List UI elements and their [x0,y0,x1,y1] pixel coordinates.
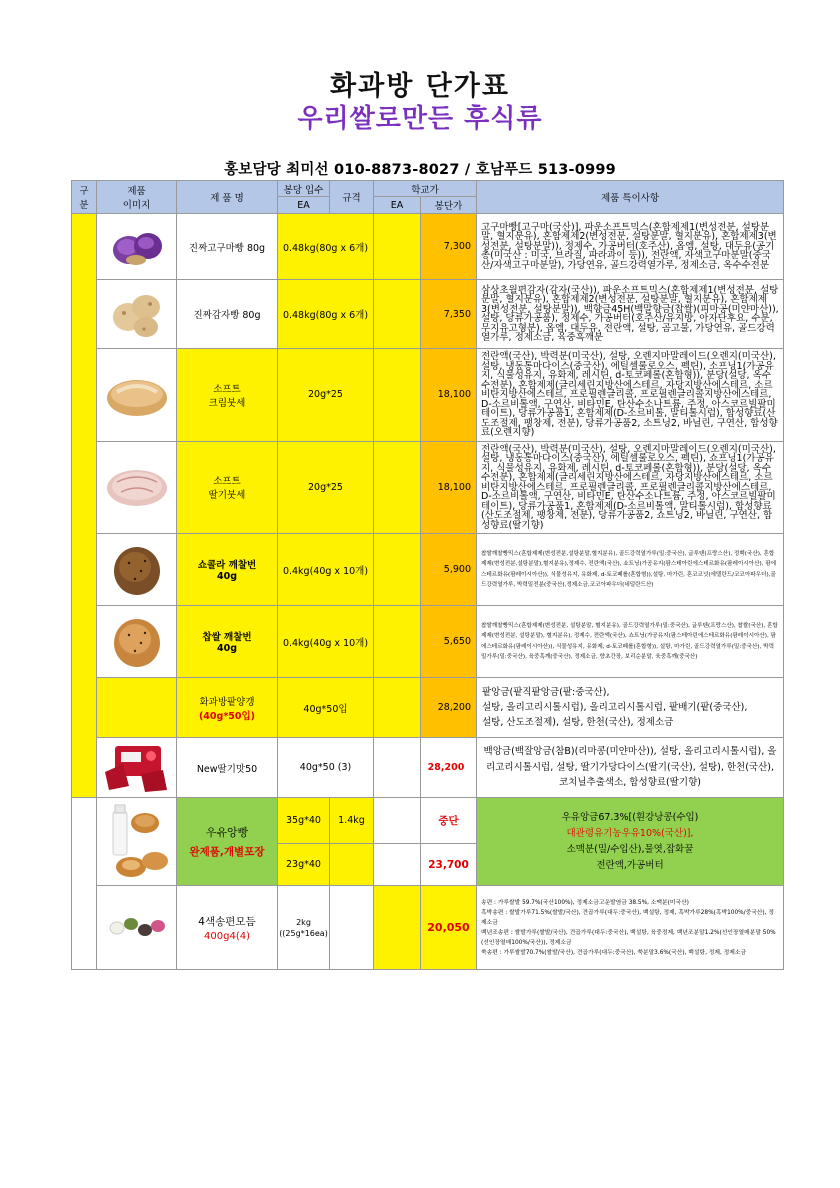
table-row [72,441,784,534]
desc-line: 우유앙금67.3%[(흰강낭콩(수입) [561,811,699,823]
header-unit-ea: EA [278,197,330,214]
product-name [177,798,278,886]
page-subtitle: 우리쌀로만든 후식류 [297,104,543,134]
product-name: 소프트 딸기붓세 [177,441,278,534]
chocolate-sesame-bun-icon [97,541,176,599]
product-school-ea [374,886,421,970]
product-name-text: 우유앙빵 [205,826,249,839]
header-name: 제 품 명 [177,181,278,214]
product-spec [330,886,374,970]
product-unit: 0.4kg(40g x 10개) [278,606,374,678]
product-name-sub: (40g*50입) [198,710,256,722]
product-price: 20,050 [421,886,477,970]
product-image-cell [97,441,177,534]
product-unit: 40g*50 (3) [278,738,374,798]
table-row [72,606,784,678]
product-school-ea [374,678,421,738]
product-price: 5,650 [421,606,477,678]
product-name: 쇼콜라 깨찰번 40g [177,534,278,606]
product-desc: 삼상초월편감자(감자(국산)), 파운소프트믹스(혼합제제1(변성전분, 설탕분말, 혈지분유), 혼합제제2(변성전분, 설탕분말, 혈지분유), 혼합제제3(변성전분, 설탕분말)), 백향금45H(백말향금(찹쌀)(피마공(미얀마산)), 설탕, 당류가공품), 정제수, 가공버터(호주산/유지방, 아자단후요, 수분, 무지유고형분), 옵엠, 대두유, 전란액, 설탕, 곰고물, 가당연유, 골드강력열가루, 정제소금, 육중흑깨분 [477,280,784,349]
product-unit: 0.48kg(80g x 6개) [278,214,374,280]
product-price: 18,100 [421,441,477,534]
product-unit: 40g*50입 [278,678,374,738]
contact-info: 홍보담당 최미선 010-8873-8027 / 호남푸드 513-0999 [224,162,616,178]
product-unit: 0.4kg(40g x 10개) [278,534,374,606]
milk-bread-icon [97,801,176,883]
product-school-ea [374,214,421,280]
product-spec [330,844,374,886]
product-name [177,678,278,738]
product-name: 소프트 크림붓세 [177,349,278,442]
product-image-cell [97,280,177,349]
header-gubun: 구 분 [72,181,97,214]
four-color-songpyeon-icon [97,908,176,948]
product-price: 7,300 [421,214,477,280]
cream-bread-icon [97,370,176,420]
product-unit: 0.48kg(80g x 6개) [278,280,374,349]
header-school: 학교가 [374,181,477,197]
product-image-cell [97,349,177,442]
header-school-unit: 봉단가 [421,197,477,214]
table-row [72,280,784,349]
header-school-ea: EA [374,197,421,214]
product-unit: 2kg ((25g*16ea) [278,886,330,970]
product-desc: 송편 : 가루쌀발 59.7%(국산100%), 정제소금고운발염금 38.5%, 소맥분(미국산) 흑박송편 : 쌀발가루71.5%(쌀발/국산), 견곱가루(대두:중국산), 백설탕, 정제, 흑박가루28%(흑박100%/중국산), 정제소금 백년조송편 : 쌀발가루(쌀발/국산), 견곱가루(대두:중국산), 백설탕, 육중정제, 백년조분말1.2%(선인장열매분말 50%(선인장열매100%/국산)), 정제소금 쑥송편 : 가루쌀발70.7%(쌀발/국산), 견곱가루(대두:중국산), 쑥분말3.6%(국산), 백설탕, 정제, 정제소금 [477,886,784,970]
product-desc: 전란액(국산), 박력분(미국산), 설탕, 오렌지마말레이드(오렌지(미국산), 설탕, 냉동통마다이스(중국산), 에틸셀룰로오스, 펙틴), 쇼프닝1(가공유지, 식물성유지, 유화제, 레시틴, d-토코페롤(혼합형)), 분당(설당, 옥수수전분), 혼합제제(글리세린지방산에스테르, 자당지방산에스테르, 소르비탄지방산에스테르, 프로필렌글리콜, 프로필렌글리콜지방산에스테르, D-소르비톨액, 구연산, 비타민E, 탄산수소나트륨, 주정, 아스코르빌팔미테이트), 당류가공품1, 혼합제제(D-소르비톨액, 말티톨시럽), 합성향료(산도조절제, 팽창제, 전분), 당류가공품2, 쇼트닝2, 바닐린, 구연산, 합성향료(딸기향) [477,441,784,534]
product-name-text: 4색송편모듬 [198,915,256,928]
header-unit: 봉당 입수 [278,181,330,197]
product-name [177,886,278,970]
product-desc: 고구마빵[고구마(국산)], 파운소프트믹스(혼합제제1(변성전분, 설탕분말, 혈지분유), 혼합제제2(변성전분, 설탕분말, 혈지분유), 혼합제제3(변성전분, 설탕분말)), 정제수, 가공버터(호주산), 옵엠, 설탕, 대두유(공기총(미국산 : 미국, 브라질, 파라과이 등)), 전란액, 자색고구마분말(중국산/자색고구마분말), 가당연유, 골드강력열가루, 정제소금, 옥수수전분 [477,214,784,280]
product-desc: 찹쌀깨찰빵믹스(혼합제제(변성전분,설탕분말,혈지분유), 골드강력열가루(밀:중국산), 글루텐(프랑스산), 정백(국산), 혼합제제(변성전분,설탕분말),혈지분유),정제수, 전란액(국산), 쇼트닝(가공유지(팜스테아린에스테르화유(팜레이시아산), 팜에스테르화유(팜레이시아산)), 식물성유지, 유화제, d-토코페롤(혼합형)),설탕, 마가린, 혼코코넛(에델란드/코코아파우더),골드강력열가루, 박력밀전분(중국산),정제소금,코코아파우더(네덜란드산) [477,534,784,606]
product-price: 18,100 [421,349,477,442]
page-title: 화과방 단가표 [330,71,510,102]
product-price: 7,350 [421,280,477,349]
product-school-ea [374,798,421,844]
table-row [72,738,784,798]
product-price: 28,200 [421,678,477,738]
product-price: 28,200 [421,738,477,798]
product-desc: 팥앙금(팥직팥앙금(팥:중국산), 설탕, 올리고리시톨시럽), 올리고리시톨시럽, 팥배기(팥(중국산), 설탕, 산도조절제), 설탕, 한천(국산), 정제소금 [477,678,784,738]
desc-line: 전란액,가공버터 [596,859,664,871]
product-name-sub: 400g4(4) [204,930,250,942]
product-image-cell [97,214,177,280]
desc-line: 소맥분(밀/수입산),물엿,잡화꿀 [566,843,694,855]
product-school-ea [374,534,421,606]
product-school-ea [374,606,421,678]
product-desc: 백앙금(백잘앙금(참B)(리마콩(미얀마산)), 설탕, 올리고리시톨시럽), 올리고리시톨시럽, 설탕, 딸기가당다이스(딸기(국산), 설탕), 한천(국산), 코치닐추출색소, 합성향료(딸기향) [477,738,784,798]
product-price: 중단 [421,798,477,844]
potato-bread-icon [97,287,176,341]
strawberry-jelly-icon [97,742,176,794]
product-image-cell [97,678,177,738]
product-name: 진짜감자빵 80g [177,280,278,349]
strawberry-bread-icon [97,464,176,510]
product-image-cell [97,738,177,798]
desc-line: 대관령유기농우유10%(국산)], [566,827,694,839]
product-name: 찹쌀 깨찰번 40g [177,606,278,678]
header-image: 제품 이미지 [97,181,177,214]
glutinous-sesame-bun-icon [97,613,176,671]
product-school-ea [374,738,421,798]
product-school-ea [374,349,421,442]
product-desc: 전란액(국산), 박력분(미국산), 설탕, 오렌지마말레이드(오렌지(미국산), 설탕, 냉동통마다이스(중국산), 에틸셀룰로오스, 펙틴), 소프닝1(가공유지, 식물성유지, 유화제, 레시틴, d-토코페롤(혼합형)), 분당(설당, 옥수수전분), 혼합제제(글리세린지방산에스테르, 자당지방산에스테르, 소르비탄지방산에스테르, 프로필렌글리콜, 프로필렌글리콜지방산에스테르, D-소르비톨액, 구연산, 비타민E, 탄산수소나트륨, 주정, 아스코르빌팔미테이트), 당류가공품1, 혼합제제(D-소르비톨, 말티톨시럽), 합성향료(산도조절제, 팽창제, 전분), 당류가공품2, 소트닝2, 바닐린, 구연산, 합성향료(오렌지향) [477,349,784,442]
gubun-cell [72,798,97,970]
table-row [72,214,784,280]
product-unit: 23g*40 [278,844,330,886]
product-unit: 20g*25 [278,349,374,442]
product-school-ea [374,844,421,886]
product-spec: 1.4kg [330,798,374,844]
product-unit: 20g*25 [278,441,374,534]
product-image-cell [97,534,177,606]
table-row [72,798,784,844]
product-name: 진짜고구마빵 80g [177,214,278,280]
table-row [72,678,784,738]
header-desc: 제품 특이사항 [477,181,784,214]
product-name-text: 화과방팥양갱 [199,696,255,708]
gubun-cell [72,214,97,798]
table-row [72,349,784,442]
table-row [72,886,784,970]
product-school-ea [374,280,421,349]
product-desc: 찹쌀깨찰빵믹스(혼합제제(변성전분, 설탕분말, 혈지분유), 골드강력열가루(밀:중국산), 글루텐(프랑스산), 찹쌀(국산), 혼합제제(변성전분, 설탕분말), 혈지분유), 정제수, 전란액(국산), 쇼트닝(가공유지(팜스테아린에스테르화유(팜레이시아산), 팜에스테르화유(팜레이시아산)), 식물성유지, 유화제, d-토코페롤(혼합형)), 설탕, 마가린, 골드강력열가루(밀:중국산), 박력밀가루(밀:중국산), 육중흑깨(중국산), 정제소금, 향초간장, 보리순분말, 육중흑깨(중국산) [477,606,784,678]
product-image-cell [97,798,177,886]
product-price: 23,700 [421,844,477,886]
product-image-cell [97,886,177,970]
product-unit: 35g*40 [278,798,330,844]
table-row [72,534,784,606]
price-table [71,180,784,970]
header-spec: 규격 [330,181,374,214]
product-desc [477,798,784,886]
product-school-ea [374,441,421,534]
product-price: 5,900 [421,534,477,606]
purple-sweet-potato-bread-icon [97,222,176,272]
product-image-cell [97,606,177,678]
product-name-sub: 완제품,개별포장 [189,846,265,858]
product-name: New딸기맛50 [177,738,278,798]
